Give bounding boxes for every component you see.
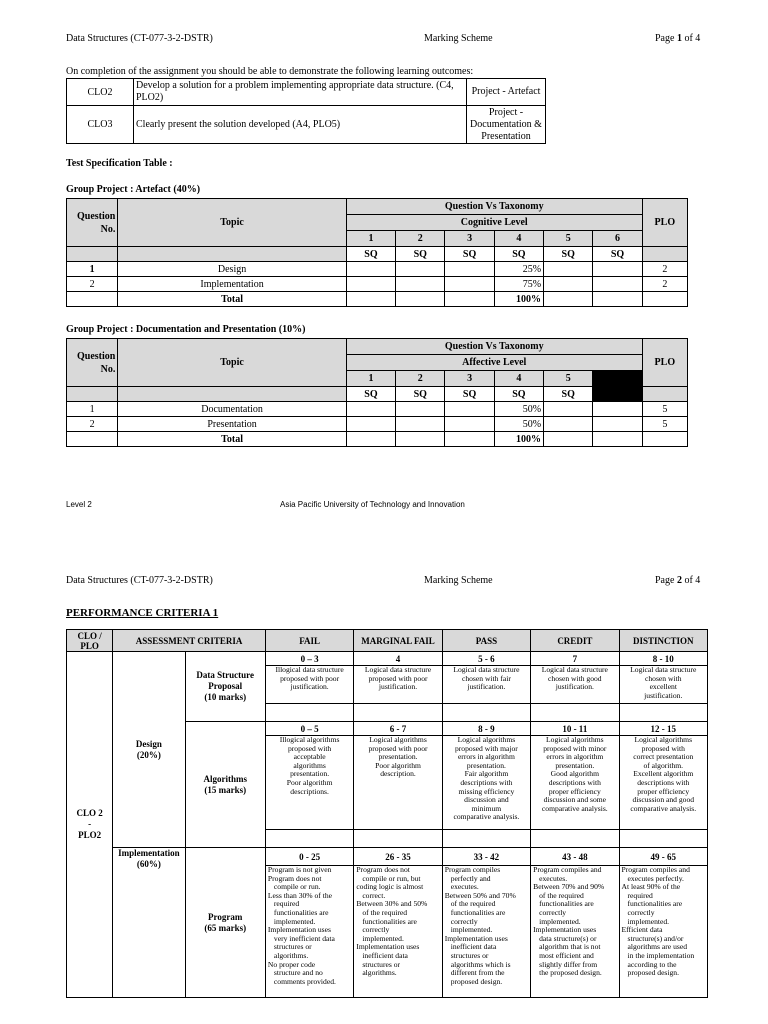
performance-criteria-table — [66, 629, 708, 998]
sq-label: SQ — [494, 247, 543, 262]
pass-description: Logical data structure chosen with fair justification. — [442, 666, 530, 704]
distinction-description: Logical algorithms proposed with correct presentation of algorithm. Excellent algorithm descriptions with proper efficiency discussion and good comparative analysis. — [619, 736, 707, 830]
level-4: 4 — [494, 231, 543, 247]
credit-description: Program compiles and executes. Between 70% and 90% of the required functionalities are correctly implemented. Implementation uses data structure(s) or algorithm that is not most efficient and slightly differ from the proposed design. — [531, 866, 619, 998]
table-row: 2 Presentation 50% 5 — [67, 417, 688, 432]
credit-description: Logical data structure chosen with good justification. — [531, 666, 619, 704]
clo-description: Clearly present the solution developed (A4, PLO5) — [134, 106, 467, 144]
score-range: 12 - 15 — [619, 722, 707, 736]
design-cell: Design (20%) — [113, 652, 185, 848]
sq-label: SQ — [445, 247, 494, 262]
table-row-total: Total 100% — [67, 432, 688, 447]
level-3: 3 — [445, 231, 494, 247]
fail-description: Illogical algorithms proposed with acceptable algorithms presentation. Poor algorithm descriptions. — [265, 736, 353, 830]
marginal-description: Logical data structure proposed with poor justification. — [354, 666, 442, 704]
score-range: 33 - 42 — [442, 848, 530, 866]
question-no-header: Question No. — [67, 199, 118, 247]
table-row — [67, 79, 546, 106]
documentation-spec-table: Question No. Topic Question Vs Taxonomy PLO Affective Level 1 2 3 4 5 SQ SQ SQ SQ SQ 1 Documentation 50% 5 2 Presentation 50% 5 Total 100% — [66, 338, 688, 447]
score-range: 8 - 9 — [442, 722, 530, 736]
marginal-description: Logical algorithms proposed with poor presentation. Poor algorithm description. — [354, 736, 442, 830]
pass-description: Program compiles perfectly and executes. Between 50% and 70% of the required functionalities are correctly implemented. Implementation uses inefficient data structures or algorithms which is different from the proposed design. — [442, 866, 530, 998]
artefact-table-title: Group Project : Artefact (40%) — [66, 184, 201, 195]
footer-university: Asia Pacific University of Technology and Innovation — [280, 500, 465, 509]
credit-header: CREDIT — [531, 630, 619, 652]
clo-type: Project - Artefact — [467, 79, 546, 106]
level-header: Cognitive Level — [346, 215, 642, 231]
question-no-header: Question No. — [67, 339, 118, 387]
clo-description: Develop a solution for a problem implementing appropriate data structure. (C4, PLO2) — [134, 79, 467, 106]
sq-label: SQ — [593, 247, 642, 262]
table-row-total: Total 100% — [67, 292, 688, 307]
distinction-description: Logical data structure chosen with excellent justification. — [619, 666, 707, 704]
test-spec-title: Test Specification Table : — [66, 158, 173, 169]
score-range: 4 — [354, 652, 442, 666]
intro-text: On completion of the assignment you should be able to demonstrate the following learning outcomes: — [66, 66, 474, 77]
distinction-description: Program compiles and executes perfectly. At least 90% of the required functionalities are correctly implemented. Efficient data structure(s) and/or algorithms are used in the implementation according to the proposed design. — [619, 866, 707, 998]
score-range: 43 - 48 — [531, 848, 619, 866]
fail-header: FAIL — [265, 630, 353, 652]
sq-label: SQ — [544, 247, 593, 262]
level-2: 2 — [396, 231, 445, 247]
clo-plo-header: CLO / PLO — [67, 630, 113, 652]
marginal-fail-header: MARGINAL FAIL — [354, 630, 442, 652]
program-label: Program (65 marks) — [185, 848, 265, 998]
page-header-title: Marking Scheme — [424, 575, 493, 586]
score-range: 0 - 25 — [265, 848, 353, 866]
level-1: 1 — [346, 231, 395, 247]
table-row: 2 Implementation 75% 2 — [67, 277, 688, 292]
score-range: 26 - 35 — [354, 848, 442, 866]
assessment-criteria-header: ASSESSMENT CRITERIA — [113, 630, 266, 652]
score-range: 8 - 10 — [619, 652, 707, 666]
page-number: Page 2 of 4 — [655, 575, 701, 586]
clo-code: CLO3 — [67, 106, 134, 144]
level-5: 5 — [544, 231, 593, 247]
taxonomy-header: Question Vs Taxonomy — [346, 199, 642, 215]
clo-type: Project - Documentation & Presentation — [467, 106, 546, 144]
topic-header: Topic — [118, 199, 346, 247]
page-number: Page 1 of 4 — [655, 33, 701, 44]
pass-header: PASS — [442, 630, 530, 652]
topic-header: Topic — [118, 339, 346, 387]
artefact-spec-table — [66, 198, 688, 307]
level-header: Affective Level — [346, 355, 642, 371]
score-range: 7 — [531, 652, 619, 666]
learning-outcomes-table — [66, 78, 546, 144]
taxonomy-header: Question Vs Taxonomy — [346, 339, 642, 355]
fail-description: Program is not given Program does not compile or run. Less than 30% of the required functionalities are implemented. Implementation uses very inefficient data structures or algorithms. No proper code structure and no comments provided. — [265, 866, 353, 998]
distinction-header: DISTINCTION — [619, 630, 707, 652]
fail-description: Illogical data structure proposed with poor justification. — [265, 666, 353, 704]
page-header-title: Marking Scheme — [424, 33, 493, 44]
credit-description: Logical algorithms proposed with minor errors in algorithm presentation. Good algorithm descriptions with proper efficiency discussion and some comparative analysis. — [531, 736, 619, 830]
clo-code: CLO2 — [67, 79, 134, 106]
score-range: 0 – 3 — [265, 652, 353, 666]
sq-label: SQ — [346, 247, 395, 262]
plo-header: PLO — [642, 199, 687, 247]
score-range: 49 - 65 — [619, 848, 707, 866]
implementation-cell: Implementation (60%) — [113, 848, 185, 998]
algorithms-label: Algorithms (15 marks) — [185, 722, 265, 848]
score-range: 5 - 6 — [442, 652, 530, 666]
page-header-course: Data Structures (CT-077-3-2-DSTR) — [66, 33, 213, 44]
documentation-table-title: Group Project : Documentation and Presentation (10%) — [66, 324, 306, 335]
page-header-course: Data Structures (CT-077-3-2-DSTR) — [66, 575, 213, 586]
level-6: 6 — [593, 231, 642, 247]
pass-description: Logical algorithms proposed with major errors in algorithm presentation. Fair algorithm descriptions with missing efficiency discussion and minimum comparative analysis. — [442, 736, 530, 830]
plo-header: PLO — [642, 339, 687, 387]
footer-level: Level 2 — [66, 500, 92, 509]
table-row: 1 Documentation 50% 5 — [67, 402, 688, 417]
table-row: 1 Design 25% 2 — [67, 262, 688, 277]
score-range: 6 - 7 — [354, 722, 442, 736]
marginal-description: Program does not compile or run, but coding logic is almost correct. Between 30% and 50% of the required functionalities are correctly implemented. Implementation uses inefficient data structures or algorithms. — [354, 866, 442, 998]
sq-label: SQ — [396, 247, 445, 262]
score-range: 0 – 5 — [265, 722, 353, 736]
header-row — [67, 630, 708, 652]
performance-criteria-title: PERFORMANCE CRITERIA 1 — [66, 607, 219, 619]
data-structure-proposal-label: Data Structure Proposal (10 marks) — [185, 652, 265, 722]
clo-plo-cell: CLO 2 - PLO2 — [67, 652, 113, 998]
table-row — [67, 106, 546, 144]
score-range: 10 - 11 — [531, 722, 619, 736]
redacted-cell — [593, 371, 642, 402]
